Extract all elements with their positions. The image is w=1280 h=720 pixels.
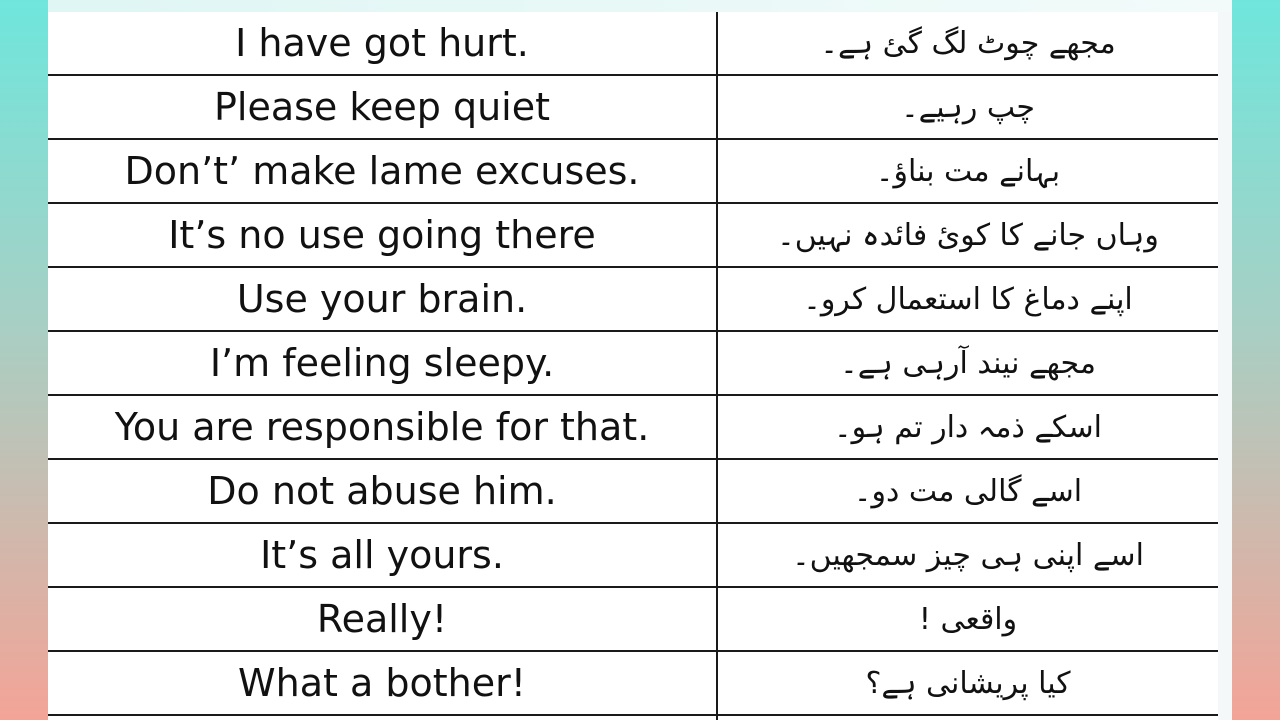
- urdu-translation: اسے گالی مت دو۔: [853, 473, 1083, 509]
- left-gradient-border: [0, 0, 48, 720]
- english-phrase: I’m feeling sleepy.: [209, 341, 555, 385]
- right-margin: [1218, 12, 1232, 720]
- urdu-translation: واقعی !: [918, 601, 1018, 637]
- english-phrase: Do not abuse him.: [207, 469, 557, 513]
- english-phrase: Please keep quiet: [213, 85, 551, 129]
- urdu-translation: اپنے دماغ کا استعمال کرو۔: [803, 281, 1133, 317]
- urdu-translation: اسکے ذمہ دار تم ہو۔: [834, 409, 1102, 445]
- urdu-translation: بہانے مت بناؤ۔: [875, 153, 1061, 189]
- table-row: [48, 76, 1218, 140]
- top-strip: [48, 0, 1232, 12]
- urdu-translation: چپ رہیے۔: [901, 89, 1035, 125]
- english-phrase: Really!: [316, 597, 448, 641]
- table-row: [48, 332, 1218, 396]
- urdu-translation: اسے اپنی ہی چیز سمجھیں۔: [792, 537, 1144, 573]
- english-phrase: What a bother!: [238, 661, 526, 705]
- urdu-translation: مجھے نیند آرہی ہے۔: [840, 345, 1096, 381]
- table-row: [48, 12, 1218, 76]
- english-phrase: It’s no use going there: [168, 213, 596, 257]
- english-phrase: I have got hurt.: [235, 21, 529, 65]
- urdu-translation: مجھے چوٹ لگ گئ ہے۔: [820, 25, 1116, 61]
- english-phrase: Use your brain.: [236, 277, 528, 321]
- english-phrase: You are responsible for that.: [114, 405, 650, 449]
- table-row: [48, 652, 1218, 716]
- table-row: [48, 588, 1218, 652]
- table-row: [48, 268, 1218, 332]
- table-row: [48, 140, 1218, 204]
- urdu-translation: وہاں جانے کا کوئ فائدہ نہیں۔: [777, 217, 1159, 253]
- phrase-table: [48, 12, 1218, 720]
- english-phrase: Don’t’ make lame excuses.: [124, 149, 640, 193]
- english-phrase: It’s all yours.: [260, 533, 504, 577]
- table-row: [48, 204, 1218, 268]
- table-row: [48, 460, 1218, 524]
- right-gradient-border: [1232, 0, 1280, 720]
- table-row: [48, 524, 1218, 588]
- urdu-translation: کیا پریشانی ہے؟: [865, 665, 1071, 701]
- table-row: [48, 396, 1218, 460]
